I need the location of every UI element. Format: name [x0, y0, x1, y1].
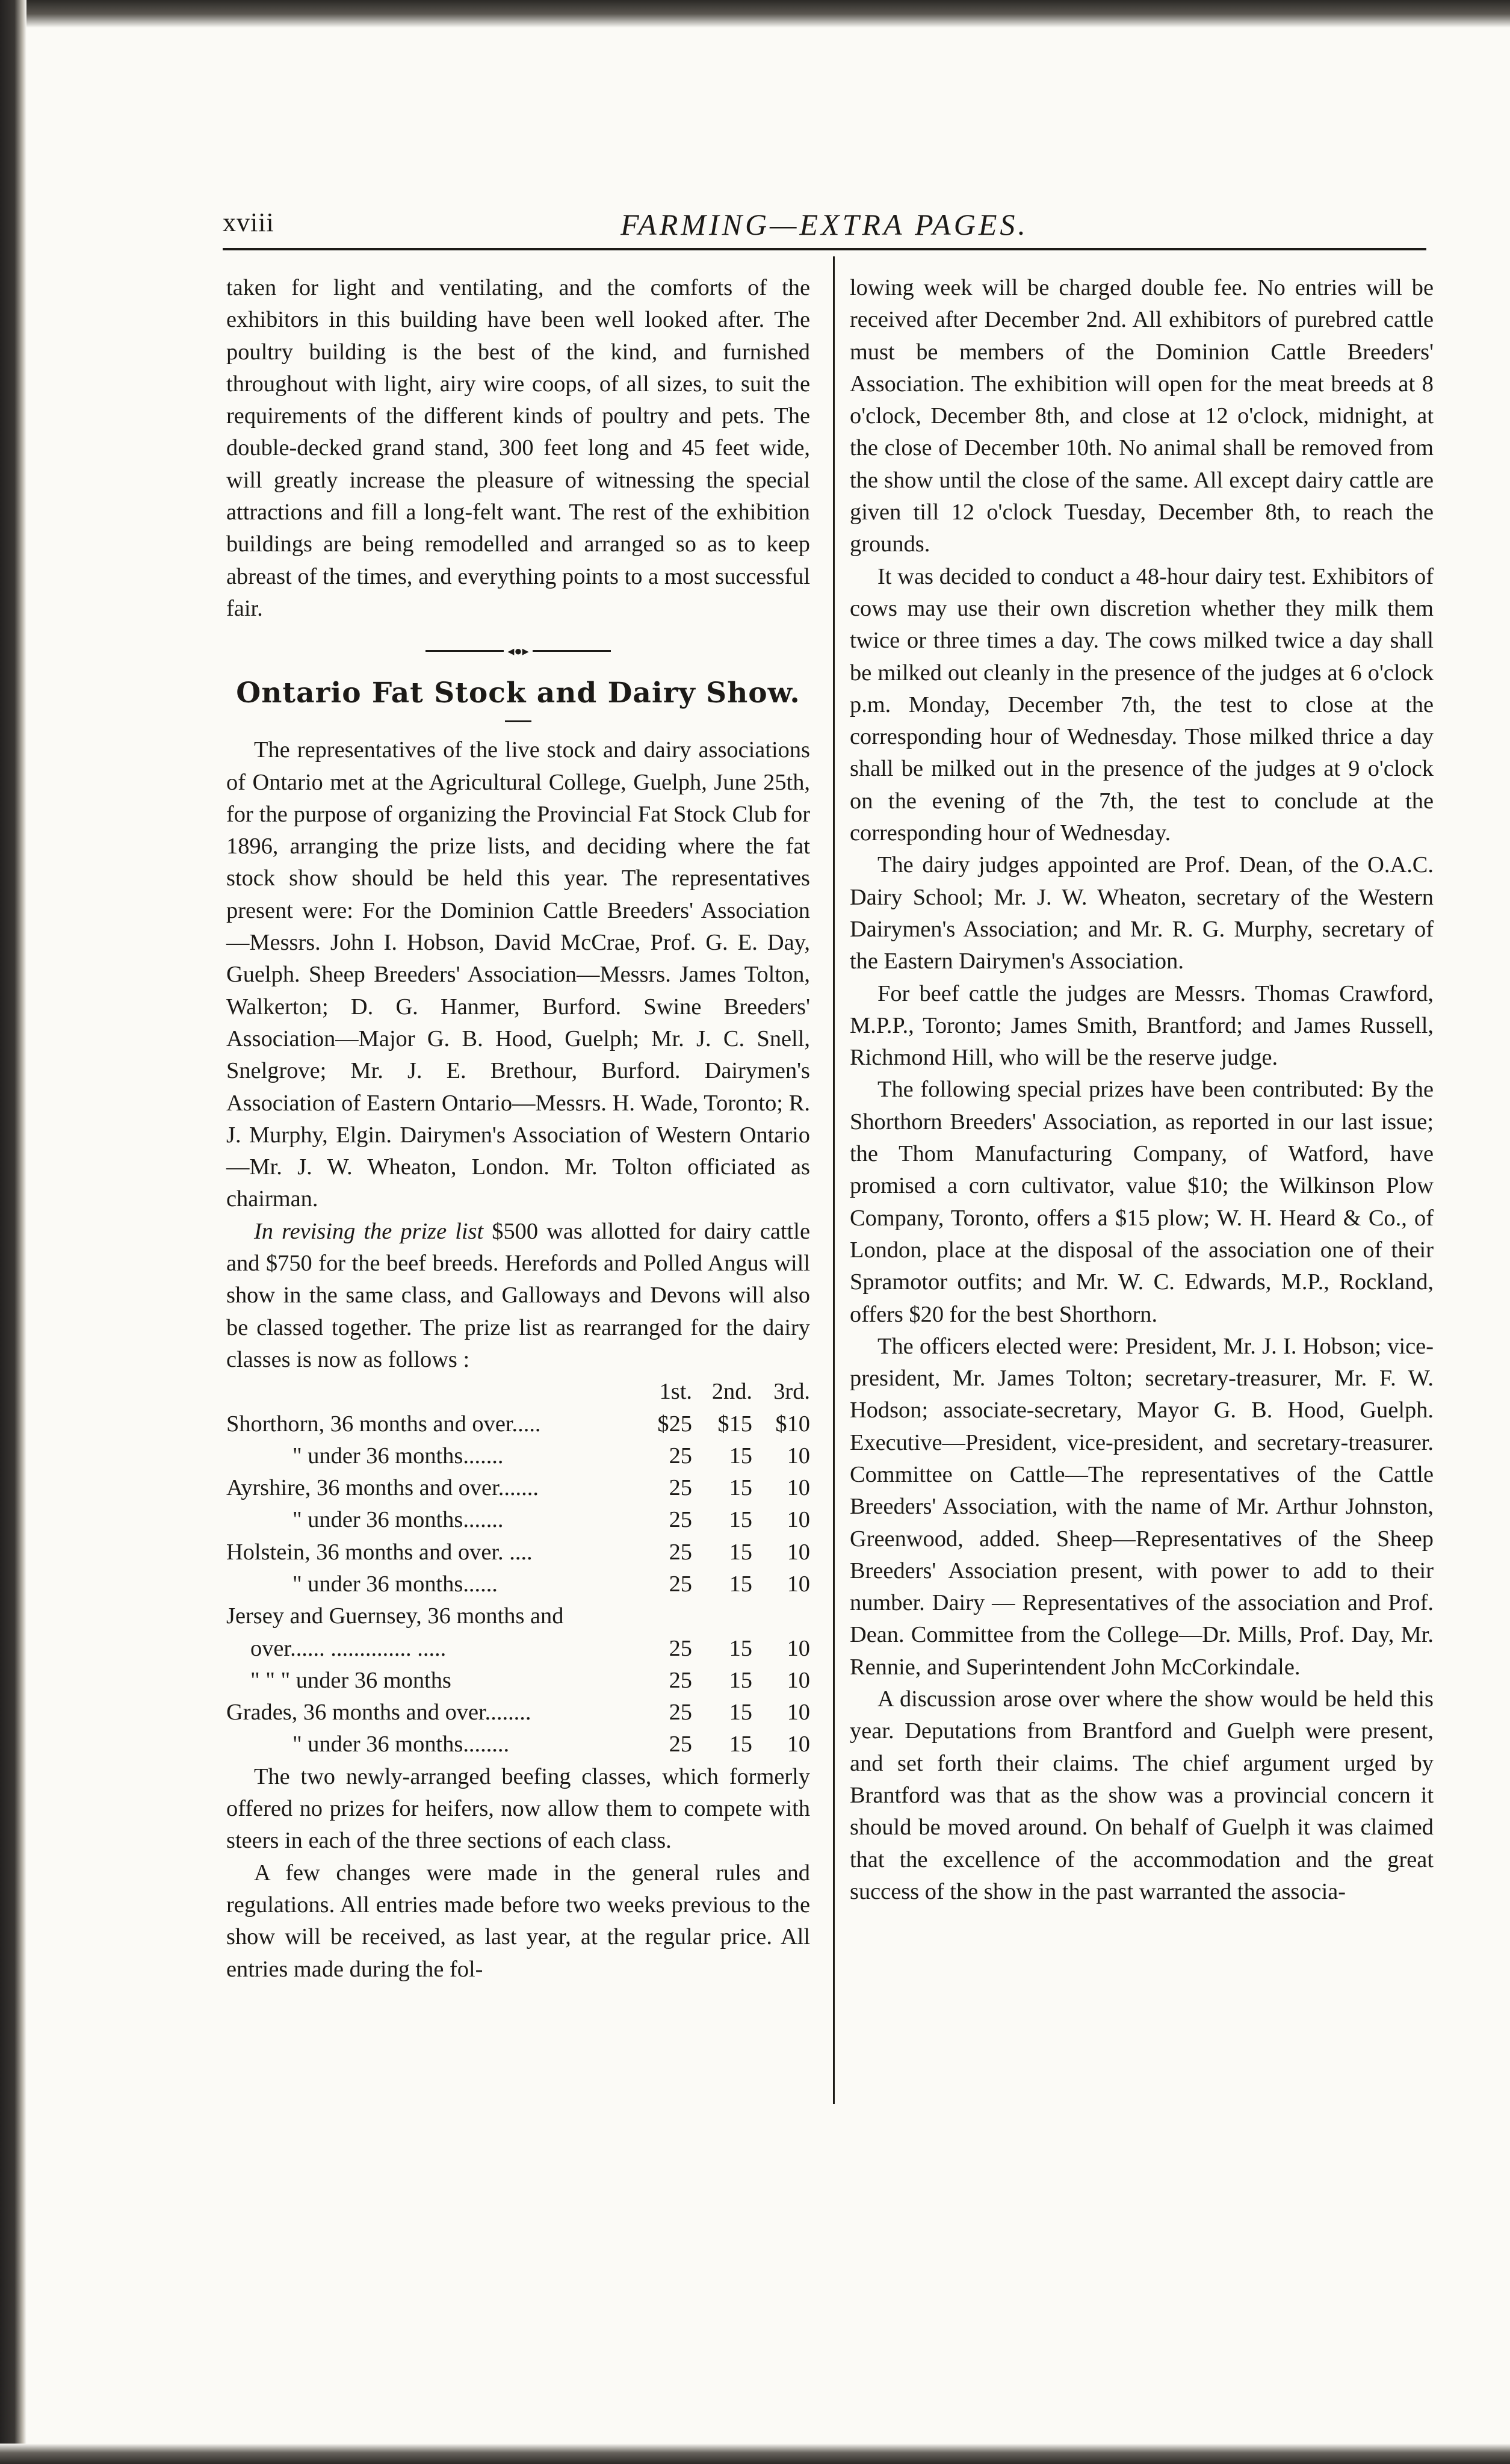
- prize-table-row: [226, 1537, 810, 1568]
- dairy-test-paragraph: It was decided to conduct a 48-hour dairy test. Exhibitors of cows may use their own discretion whether they milk them twice or three times a day. The cows milked twice a day shall be milked out cleanly in the presence of the judges at 6 o'clock p.m. Monday, December 7th, the test to close at the corresponding hour of Wednesday. Those milked thrice a day shall be milked out in the presence of the judges at 9 o'clock on the evening of the 7th, the test to conclude at the corresponding hour of Wednesday.: [850, 563, 1434, 846]
- prize-table-class-label: Ayrshire, 36 months and over.......: [226, 1475, 539, 1501]
- prize-table-header-cell: 1st.: [659, 1379, 692, 1405]
- prize-table-value-first: 25: [669, 1635, 692, 1661]
- header-rule: [223, 248, 1426, 250]
- prize-list-lead: In revising the prize list: [254, 1218, 484, 1244]
- left-column: [226, 272, 810, 1986]
- prize-table-value-third: 10: [787, 1475, 810, 1501]
- scan-edge-bottom: [0, 2444, 1510, 2464]
- beefing-paragraph: The two newly-arranged beefing classes, which formerly offered no prizes for heifers, now allow them to compete with steers in each of the three sections of each class.: [226, 1763, 810, 1854]
- prize-table-value-first: 25: [669, 1700, 692, 1726]
- prize-list-text: $500 was allotted for dairy cattle and $750 for the beef breeds. Herefords and Polled Angus will show in the same class, and Galloways and Devons will also be classed together. The prize list as rearranged for the dairy classes is now as follows :: [226, 1218, 811, 1372]
- prize-table-value-first: 25: [669, 1507, 692, 1533]
- prize-table-row: [226, 1600, 810, 1632]
- prize-table-header-row: [226, 1376, 810, 1408]
- prize-table-value-first: 25: [669, 1443, 692, 1469]
- prize-table-class-label: Holstein, 36 months and over. ....: [226, 1539, 533, 1565]
- prize-table-value-first: $25: [657, 1411, 692, 1437]
- discussion-paragraph: A discussion arose over where the show would be held this year. Deputations from Brantford and Guelph were present, and set forth their claims. The chief argument urged by Brantford was that as the show was a provincial concern it should be moved around. On behalf of Guelph it was claimed that the excellence of the accommodation and the great success of the show in the past warranted the associa-: [850, 1686, 1434, 1904]
- prize-table-value-second: 15: [729, 1539, 752, 1565]
- dairy-judges-paragraph: The dairy judges appointed are Prof. Dean, of the O.A.C. Dairy School; Mr. J. W. Wheaton, secretary of the Western Dairymen's Association; and Mr. R. G. Murphy, secretary of the Eastern Dairymen's Association.: [850, 852, 1434, 974]
- prize-table-value-second: 15: [729, 1732, 752, 1757]
- prize-table-value-second: 15: [729, 1571, 752, 1597]
- prize-table-value-third: [752, 1600, 810, 1632]
- prize-table-value-third: 10: [787, 1700, 810, 1726]
- prize-table-class-label: " under 36 months......: [292, 1571, 498, 1597]
- page-number: xviii: [223, 208, 274, 237]
- prize-table-class-label: Jersey and Guernsey, 36 months and: [226, 1603, 564, 1629]
- prize-table-value-third: 10: [787, 1443, 810, 1469]
- prize-table-row: [226, 1504, 810, 1536]
- prize-table-value-third: $10: [775, 1411, 810, 1437]
- entries-paragraph: lowing week will be charged double fee. No entries will be received after December 2nd. All exhibitors of purebred cattle must be members of the Dominion Cattle Breeders' Association. The exhibition will open for the meat breeds at 8 o'clock, December 8th, and close at 12 o'clock, midnight, at the close of December 10th. No animal shall be removed from the show until the close of the same. All except dairy cattle are given till 12 o'clock Tuesday, December 8th, to reach the grounds.: [850, 275, 1434, 557]
- prize-table-header-blank: [226, 1376, 637, 1408]
- scan-edge-left: [0, 0, 26, 2464]
- column-divider: [833, 256, 835, 2104]
- prize-table-row: [226, 1568, 810, 1600]
- prize-table-row: [226, 1697, 810, 1729]
- prize-table-row: [226, 1472, 810, 1504]
- officers-paragraph: The officers elected were: President, Mr. J. I. Hobson; vice-president, Mr. James Tolton; secretary-treasurer, Mr. F. W. Hodson; associate-secretary, Mayor G. B. Hood, Guelph. Executive—President, vice-president, and secretary-treasurer. Committee on Cattle—The representatives of the Cattle Breeders' Association, with the name of Mr. Arthur Johnston, Greenwood, added. Sheep—Representatives of the Sheep Breeders' Association present, with power to add to their number. Dairy — Representatives of the association and Prof. Dean. Committee from the College—Dr. Mills, Prof. Day, Mr. Rennie, and Superintendent John McCorkindale.: [850, 1333, 1434, 1680]
- prize-table-value-second: $15: [717, 1411, 752, 1437]
- beef-judges-paragraph: For beef cattle the judges are Messrs. Thomas Crawford, M.P.P., Toronto; James Smith, Brantford; and James Russell, Richmond Hill, who will be the reserve judge.: [850, 980, 1434, 1071]
- prize-table-class-label: Grades, 36 months and over........: [226, 1700, 531, 1726]
- running-title: FARMING—EXTRA PAGES.: [620, 208, 1029, 241]
- prize-table-row: [226, 1665, 810, 1697]
- prize-table-row: [226, 1440, 810, 1472]
- section-ornament: [226, 628, 810, 673]
- prize-table-value-second: 15: [729, 1507, 752, 1533]
- prize-table-header-cell: 2nd.: [711, 1379, 752, 1405]
- prize-table-value-second: [692, 1600, 752, 1632]
- special-prizes-paragraph: The following special prizes have been contributed: By the Shorthorn Breeders' Association, as reported in our last issue; the Thom Manufacturing Company, of Watford, have promised a corn cultivator, value $10; the Wilkinson Plow Company, Toronto, offers a $15 plow; W. H. Heard & Co., of London, place at the disposal of the association one of their Spramotor outfits; and Mr. W. C. Edwards, M.P., Rockland, offers $20 for the best Shorthorn.: [850, 1077, 1434, 1327]
- section-heading: Ontario Fat Stock and Dairy Show.: [236, 676, 800, 710]
- rules-paragraph: A few changes were made in the general rules and regulations. All entries made before two weeks previous to the show will be received, as last year, at the regular price. All entries made during the fol-: [226, 1860, 810, 1982]
- prize-table-row: [226, 1408, 810, 1440]
- prize-table-value-second: 15: [729, 1667, 752, 1693]
- ornament-line-right: [533, 650, 611, 652]
- prize-table-value-second: 15: [729, 1700, 752, 1726]
- prize-table-value-third: 10: [787, 1732, 810, 1757]
- prize-table: [226, 1376, 810, 1761]
- prize-table-value-third: 10: [787, 1571, 810, 1597]
- prize-table-row: [226, 1729, 810, 1760]
- prize-table-value-first: 25: [669, 1539, 692, 1565]
- scan-edge-top: [0, 0, 1510, 28]
- ornament-dot: ◂●▸: [507, 643, 529, 658]
- prize-table-value-second: 15: [729, 1443, 752, 1469]
- prize-table-value-first: [637, 1600, 692, 1632]
- prize-table-class-label: " under 36 months.......: [292, 1507, 504, 1533]
- prize-table-class-label: Shorthorn, 36 months and over.....: [226, 1411, 541, 1437]
- prize-table-value-first: 25: [669, 1475, 692, 1501]
- prize-table-value-third: 10: [787, 1667, 810, 1693]
- prize-table-value-second: 15: [729, 1475, 752, 1501]
- prize-table-value-third: 10: [787, 1507, 810, 1533]
- prize-table-row: [226, 1633, 810, 1665]
- prize-table-class-label: " under 36 months.......: [292, 1443, 504, 1469]
- prize-table-value-first: 25: [669, 1571, 692, 1597]
- representatives-paragraph: The representatives of the live stock and dairy associations of Ontario met at the Agricultural College, Guelph, June 25th, for the purpose of organizing the Provincial Fat Stock Club for 1896, arranging the prize lists, and deciding where the fat stock show should be held this year. The representatives present were: For the Dominion Cattle Breeders' Association—Messrs. John I. Hobson, David McCrae, Prof. G. E. Day, Guelph. Sheep Breeders' Association—Messrs. James Tolton, Walkerton; D. G. Hanmer, Burford. Swine Breeders' Association—Major G. B. Hood, Guelph; Mr. J. C. Snell, Snelgrove; Mr. J. E. Brethour, Burford. Dairymen's Association of Eastern Ontario—Messrs. H. Wade, Toronto; R. J. Murphy, Elgin. Dairymen's Association of Western Ontario—Mr. J. W. Wheaton, London. Mr. Tolton officiated as chairman.: [226, 737, 810, 1212]
- heading-rule: [505, 720, 531, 722]
- prize-table-value-first: 25: [669, 1732, 692, 1757]
- right-column: [850, 272, 1434, 1908]
- prize-table-class-label: " " " under 36 months: [250, 1667, 451, 1693]
- ornament-line-left: [425, 650, 504, 652]
- prize-table-value-first: 25: [669, 1667, 692, 1693]
- prize-list-paragraph: [226, 1216, 810, 1376]
- page-header: [223, 207, 1426, 249]
- prize-table-class-label: over...... .............. .....: [250, 1635, 447, 1661]
- intro-paragraph: taken for light and ventilating, and the comforts of the exhibitors in this building have been well looked after. The poultry building is the best of the kind, and furnished throughout with light, airy wire coops, of all sizes, to suit the requirements of the different kinds of poultry and pets. The double-decked grand stand, 300 feet long and 45 feet wide, will greatly increase the pleasure of witnessing the special attractions and fill a long-felt want. The rest of the exhibition buildings are being remodelled and arranged so as to keep abreast of the times, and everything points to a most successful fair.: [226, 275, 810, 621]
- prize-table-value-third: 10: [787, 1539, 810, 1565]
- prize-table-class-label: " under 36 months........: [292, 1732, 510, 1757]
- prize-table-header-cell: 3rd.: [773, 1379, 810, 1405]
- prize-table-value-third: 10: [787, 1635, 810, 1661]
- prize-table-value-second: 15: [729, 1635, 752, 1661]
